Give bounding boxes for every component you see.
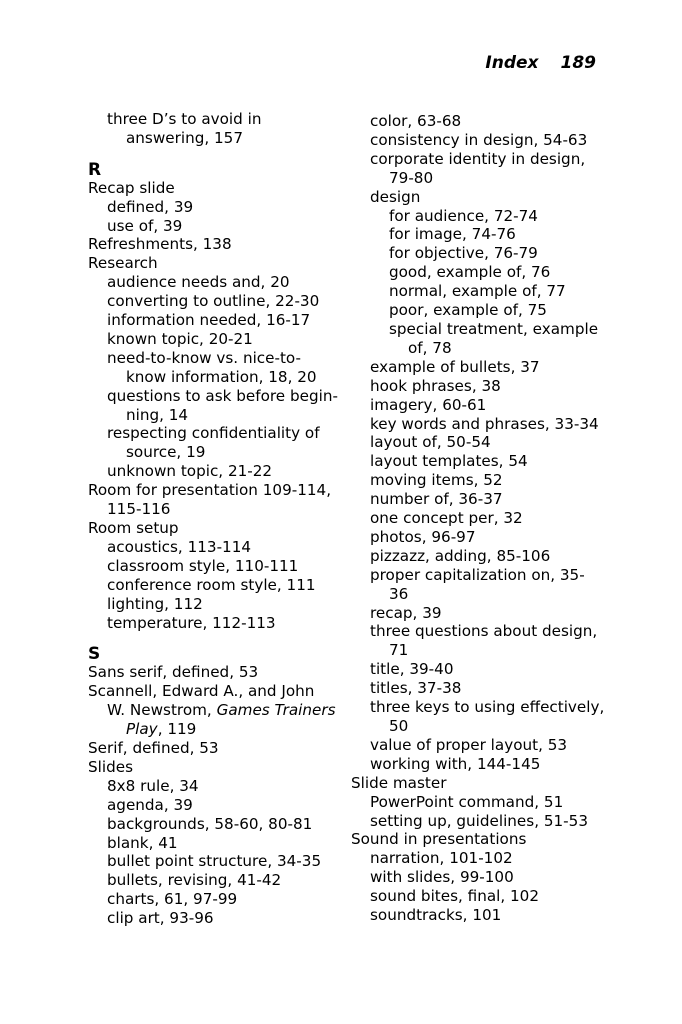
index-entry xyxy=(88,500,350,519)
index-entry-text: , 119 xyxy=(157,720,197,739)
index-entry xyxy=(351,150,613,169)
index-entry xyxy=(88,758,350,777)
index-entry xyxy=(88,110,350,129)
index-entry xyxy=(351,188,613,207)
index-entry xyxy=(351,793,613,812)
index-entry-text: layout of, 50-54 xyxy=(370,433,491,452)
index-entry xyxy=(88,443,350,462)
index-entry xyxy=(88,777,350,796)
index-entry-text: for image, 74-76 xyxy=(389,225,516,244)
index-entry xyxy=(88,217,350,236)
index-entry-text: acoustics, 113-114 xyxy=(107,537,252,556)
index-entry-italic: Games Trainers xyxy=(216,701,336,720)
index-entry-text: Recap slide xyxy=(88,178,175,197)
index-entry-text: layout templates, 54 xyxy=(370,452,528,471)
index-entry-text: blank, 41 xyxy=(107,833,178,852)
index-entry xyxy=(351,604,613,623)
index-entry xyxy=(88,424,350,443)
index-entry-text: number of, 36-37 xyxy=(370,490,503,509)
index-entry xyxy=(88,349,350,368)
index-entry-text: key words and phrases, 33-34 xyxy=(370,414,599,433)
index-entry-text: answering, 157 xyxy=(126,128,243,147)
index-entry xyxy=(88,595,350,614)
index-entry-text: value of proper layout, 53 xyxy=(370,735,568,754)
index-entry-text: classroom style, 110-111 xyxy=(107,556,299,575)
index-entry-text: use of, 39 xyxy=(107,216,183,235)
index-entry-text: known topic, 20-21 xyxy=(107,329,253,348)
index-entry-text: good, example of, 76 xyxy=(389,263,551,282)
index-entry xyxy=(88,701,350,720)
index-entry xyxy=(88,198,350,217)
index-entry-text: soundtracks, 101 xyxy=(370,906,502,925)
index-entry-text: lighting, 112 xyxy=(107,594,203,613)
index-entry xyxy=(351,169,613,188)
index-entry-text: unknown topic, 21-22 xyxy=(107,462,273,481)
index-entry-text: source, 19 xyxy=(126,443,206,462)
index-entry xyxy=(88,796,350,815)
index-entry-text: hook phrases, 38 xyxy=(370,376,501,395)
index-entry-text: defined, 39 xyxy=(107,197,194,216)
index-entry-text: 71 xyxy=(389,641,409,660)
index-entry-text: agenda, 39 xyxy=(107,795,193,814)
index-entry xyxy=(88,292,350,311)
index-entry xyxy=(351,244,613,263)
index-entry xyxy=(88,576,350,595)
index-entry xyxy=(88,852,350,871)
index-entry-text: one concept per, 32 xyxy=(370,509,523,528)
index-entry-text: photos, 96-97 xyxy=(370,527,476,546)
index-entry-text: imagery, 60-61 xyxy=(370,395,487,414)
index-entry-text: narration, 101-102 xyxy=(370,849,513,868)
index-entry-text: Slides xyxy=(88,757,133,776)
index-entry xyxy=(351,263,613,282)
index-entry xyxy=(351,660,613,679)
index-entry-text: Research xyxy=(88,254,158,273)
index-section-letter: S xyxy=(88,644,101,665)
index-entry xyxy=(351,774,613,793)
index-entry xyxy=(351,736,613,755)
index-entry-text: three questions about design, xyxy=(370,622,598,641)
index-entry xyxy=(88,663,350,682)
index-entry-text: bullets, revising, 41-42 xyxy=(107,871,282,890)
index-entry xyxy=(88,909,350,928)
index-entry-text: corporate identity in design, xyxy=(370,149,586,168)
index-entry-text: 8x8 rule, 34 xyxy=(107,776,199,795)
index-entry-text: Room setup xyxy=(88,519,179,538)
index-entry xyxy=(88,406,350,425)
index-section-letter: R xyxy=(88,159,102,180)
index-entry-text: 50 xyxy=(389,717,409,735)
index-entry xyxy=(88,557,350,576)
index-entry-text: Sans serif, defined, 53 xyxy=(88,663,259,682)
index-entry xyxy=(351,566,613,585)
index-entry xyxy=(351,812,613,831)
index-entry xyxy=(351,339,613,358)
index-entry xyxy=(351,698,613,717)
index-entry-text: clip art, 93-96 xyxy=(107,909,214,928)
index-entry xyxy=(351,849,613,868)
index-entry-text: moving items, 52 xyxy=(370,471,503,490)
index-entry-text: questions to ask before begin- xyxy=(107,386,338,405)
index-entry-text: Serif, defined, 53 xyxy=(88,738,219,757)
index-entry xyxy=(351,717,613,736)
index-entry-text: special treatment, example xyxy=(389,319,599,338)
index-entry xyxy=(351,433,613,452)
index-entry xyxy=(88,682,350,701)
index-entry xyxy=(351,358,613,377)
index-entry xyxy=(88,739,350,758)
index-entry xyxy=(88,481,350,500)
index-entry xyxy=(351,396,613,415)
index-entry xyxy=(88,235,350,254)
index-entry xyxy=(88,538,350,557)
index-entry-text: 115-116 xyxy=(107,500,171,519)
index-entry-text: backgrounds, 58-60, 80-81 xyxy=(107,814,313,833)
index-entry xyxy=(88,129,350,148)
index-entry-text: pizzazz, adding, 85-106 xyxy=(370,546,551,565)
index-entry-text: recap, 39 xyxy=(370,603,442,622)
index-entry xyxy=(88,179,350,198)
index-entry xyxy=(351,320,613,339)
index-entry xyxy=(351,528,613,547)
index-column-left xyxy=(88,110,350,928)
index-entry-text: example of bullets, 37 xyxy=(370,357,540,376)
index-entry xyxy=(351,547,613,566)
index-entry xyxy=(351,887,613,906)
index-entry-text: color, 63-68 xyxy=(370,112,462,130)
index-entry-text: working with, 144-145 xyxy=(370,754,541,773)
index-entry xyxy=(88,462,350,481)
index-entry xyxy=(88,273,350,292)
header-title: Index xyxy=(485,53,539,73)
index-entry-text: three keys to using effectively, xyxy=(370,698,605,717)
index-entry-text: ning, 14 xyxy=(126,405,189,424)
index-entry xyxy=(351,755,613,774)
index-entry-text: 79-80 xyxy=(389,168,434,187)
index-entry xyxy=(88,387,350,406)
index-entry-text: Slide master xyxy=(351,773,447,792)
index-entry xyxy=(351,622,613,641)
index-entry xyxy=(88,519,350,538)
index-entry-text: respecting confidentiality of xyxy=(107,424,320,443)
index-entry xyxy=(88,871,350,890)
index-entry xyxy=(88,330,350,349)
index-entry xyxy=(88,815,350,834)
index-entry-text: title, 39-40 xyxy=(370,660,454,679)
index-entry-text: Scannell, Edward A., and John xyxy=(88,682,315,701)
index-entry-text: temperature, 112-113 xyxy=(107,613,276,632)
index-entry-text: Sound in presentations xyxy=(351,830,527,849)
index-entry xyxy=(88,614,350,633)
index-entry-text: for audience, 72-74 xyxy=(389,206,538,225)
index-entry xyxy=(351,585,613,604)
index-entry-text: consistency in design, 54-63 xyxy=(370,130,588,149)
index-entry xyxy=(351,131,613,150)
index-entry-text: design xyxy=(370,187,421,206)
index-entry xyxy=(351,509,613,528)
index-entry xyxy=(351,906,613,925)
index-entry xyxy=(351,282,613,301)
index-entry-text: setting up, guidelines, 51-53 xyxy=(370,811,588,830)
index-entry-text: proper capitalization on, 35- xyxy=(370,565,585,584)
index-entry-text: with slides, 99-100 xyxy=(370,868,514,887)
index-entry-text: poor, example of, 75 xyxy=(389,301,547,320)
index-entry-text: three D’s to avoid in xyxy=(107,110,262,128)
index-entry-text: audience needs and, 20 xyxy=(107,273,290,292)
index-entry-text: information needed, 16-17 xyxy=(107,311,311,330)
index-entry xyxy=(351,415,613,434)
index-entry xyxy=(88,720,350,739)
index-entry-text: titles, 37-38 xyxy=(370,679,462,698)
index-entry-text: of, 78 xyxy=(408,338,452,357)
index-entry xyxy=(88,834,350,853)
index-entry xyxy=(88,368,350,387)
index-entry-italic: Play xyxy=(126,720,158,739)
index-entry xyxy=(351,868,613,887)
index-entry-text: charts, 61, 97-99 xyxy=(107,890,238,909)
index-entry xyxy=(351,377,613,396)
index-entry xyxy=(351,225,613,244)
index-entry-text: conference room style, 111 xyxy=(107,575,316,594)
index-entry xyxy=(351,679,613,698)
index-entry xyxy=(88,311,350,330)
index-entry xyxy=(351,207,613,226)
index-entry-text: bullet point structure, 34-35 xyxy=(107,852,322,871)
index-entry xyxy=(351,830,613,849)
index-entry-text: need-to-know vs. nice-to- xyxy=(107,348,301,367)
index-column-right xyxy=(351,110,613,925)
index-entry-text: Room for presentation 109-114, xyxy=(88,481,332,500)
index-entry-text: know information, 18, 20 xyxy=(126,367,317,386)
index-entry xyxy=(351,112,613,131)
index-entry xyxy=(351,490,613,509)
index-entry xyxy=(88,890,350,909)
page-number: 189 xyxy=(560,53,596,73)
index-entry-text: Refreshments, 138 xyxy=(88,235,232,254)
index-entry-text: sound bites, final, 102 xyxy=(370,887,540,906)
index-entry xyxy=(351,641,613,660)
index-entry-text: W. Newstrom, xyxy=(107,701,217,720)
index-entry xyxy=(351,301,613,320)
index-entry xyxy=(351,452,613,471)
index-entry-text: normal, example of, 77 xyxy=(389,282,566,301)
index-entry-text: converting to outline, 22-30 xyxy=(107,292,320,311)
index-entry-text: 36 xyxy=(389,584,409,603)
index-entry-text: PowerPoint command, 51 xyxy=(370,792,564,811)
running-header xyxy=(485,53,596,73)
index-entry-text: for objective, 76-79 xyxy=(389,244,538,263)
index-entry xyxy=(351,471,613,490)
index-entry xyxy=(88,254,350,273)
